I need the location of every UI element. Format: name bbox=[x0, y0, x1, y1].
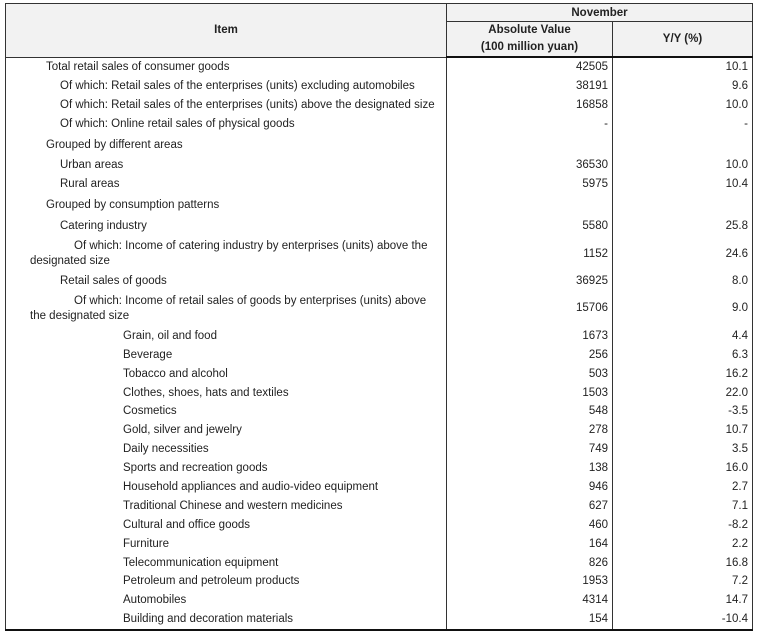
row-yy: 4.4 bbox=[613, 327, 753, 346]
row-label: Catering industry bbox=[6, 215, 447, 236]
row-label-text: Of which: Income of catering industry by enterprises (units) above the designated size bbox=[30, 240, 428, 268]
row-label: Telecommunication equipment bbox=[6, 554, 447, 573]
table-row bbox=[6, 459, 753, 478]
row-value: 749 bbox=[447, 440, 613, 459]
row-yy: 24.6 bbox=[613, 236, 753, 272]
header-item: Item bbox=[6, 4, 447, 58]
table-row bbox=[6, 194, 753, 215]
row-yy: 10.0 bbox=[613, 154, 753, 175]
row-yy: 7.2 bbox=[613, 572, 753, 591]
row-value: 826 bbox=[447, 554, 613, 573]
table-row bbox=[6, 572, 753, 591]
row-label: Petroleum and petroleum products bbox=[6, 572, 447, 591]
row-label: Beverage bbox=[6, 346, 447, 365]
table-row bbox=[6, 535, 753, 554]
row-value: 15706 bbox=[447, 291, 613, 327]
retail-sales-table bbox=[5, 3, 753, 631]
row-value: 36530 bbox=[447, 154, 613, 175]
row-value: 154 bbox=[447, 610, 613, 630]
table-row bbox=[6, 96, 753, 115]
row-yy: 10.7 bbox=[613, 421, 753, 440]
row-yy: 3.5 bbox=[613, 440, 753, 459]
table-row bbox=[6, 421, 753, 440]
row-yy: 7.1 bbox=[613, 497, 753, 516]
table-row bbox=[6, 610, 753, 630]
row-label: Traditional Chinese and western medicines bbox=[6, 497, 447, 516]
row-yy: 16.2 bbox=[613, 365, 753, 384]
row-value: 5580 bbox=[447, 215, 613, 236]
table-body bbox=[6, 57, 753, 630]
row-value: 138 bbox=[447, 459, 613, 478]
table-row bbox=[6, 215, 753, 236]
row-yy: 10.1 bbox=[613, 57, 753, 77]
table-row bbox=[6, 57, 753, 77]
row-yy: 16.8 bbox=[613, 554, 753, 573]
row-label: Cultural and office goods bbox=[6, 516, 447, 535]
row-value bbox=[447, 194, 613, 215]
row-yy: -3.5 bbox=[613, 402, 753, 421]
row-yy: 2.2 bbox=[613, 535, 753, 554]
row-yy bbox=[613, 134, 753, 155]
table-row bbox=[6, 327, 753, 346]
row-label: Of which: Online retail sales of physical goods bbox=[6, 115, 447, 134]
row-label: Gold, silver and jewelry bbox=[6, 421, 447, 440]
row-value: - bbox=[447, 115, 613, 134]
row-label: Cosmetics bbox=[6, 402, 447, 421]
row-label: Furniture bbox=[6, 535, 447, 554]
row-value: 1673 bbox=[447, 327, 613, 346]
row-value bbox=[447, 134, 613, 155]
row-yy: 9.6 bbox=[613, 77, 753, 96]
table-row bbox=[6, 365, 753, 384]
row-label: Of which: Retail sales of the enterprises (units) excluding automobiles bbox=[6, 77, 447, 96]
row-value: 548 bbox=[447, 402, 613, 421]
header-yy: Y/Y (%) bbox=[613, 22, 753, 58]
row-value: 4314 bbox=[447, 591, 613, 610]
table-row bbox=[6, 554, 753, 573]
row-yy: -10.4 bbox=[613, 610, 753, 630]
row-value: 16858 bbox=[447, 96, 613, 115]
table-row bbox=[6, 115, 753, 134]
table-row bbox=[6, 591, 753, 610]
retail-sales-table-container bbox=[5, 3, 752, 631]
row-value: 42505 bbox=[447, 57, 613, 77]
row-value: 1152 bbox=[447, 236, 613, 272]
row-value: 627 bbox=[447, 497, 613, 516]
row-value: 36925 bbox=[447, 272, 613, 291]
row-value: 946 bbox=[447, 478, 613, 497]
row-label-text: Of which: Income of retail sales of goods by enterprises (units) above the designated size bbox=[30, 294, 427, 322]
row-yy: 2.7 bbox=[613, 478, 753, 497]
row-yy bbox=[613, 194, 753, 215]
row-label: Household appliances and audio-video equipment bbox=[6, 478, 447, 497]
header-absolute-value bbox=[447, 22, 613, 58]
table-row bbox=[6, 497, 753, 516]
table-row bbox=[6, 236, 753, 272]
row-label: Daily necessities bbox=[6, 440, 447, 459]
row-label: Building and decoration materials bbox=[6, 610, 447, 630]
row-value: 1953 bbox=[447, 572, 613, 591]
row-yy: 22.0 bbox=[613, 384, 753, 403]
table-row bbox=[6, 175, 753, 194]
row-label: Clothes, shoes, hats and textiles bbox=[6, 384, 447, 403]
row-label bbox=[6, 291, 447, 327]
row-yy: 16.0 bbox=[613, 459, 753, 478]
row-label: Grain, oil and food bbox=[6, 327, 447, 346]
row-yy: 25.8 bbox=[613, 215, 753, 236]
row-value: 5975 bbox=[447, 175, 613, 194]
table-row bbox=[6, 516, 753, 535]
row-label bbox=[6, 236, 447, 272]
table-row bbox=[6, 478, 753, 497]
row-value: 460 bbox=[447, 516, 613, 535]
row-yy: 6.3 bbox=[613, 346, 753, 365]
row-label: Urban areas bbox=[6, 154, 447, 175]
row-yy: - bbox=[613, 115, 753, 134]
table-row bbox=[6, 134, 753, 155]
row-value: 503 bbox=[447, 365, 613, 384]
row-yy: 10.0 bbox=[613, 96, 753, 115]
row-yy: -8.2 bbox=[613, 516, 753, 535]
row-label: Sports and recreation goods bbox=[6, 459, 447, 478]
table-row bbox=[6, 440, 753, 459]
row-yy: 8.0 bbox=[613, 272, 753, 291]
row-label: Automobiles bbox=[6, 591, 447, 610]
table-row bbox=[6, 291, 753, 327]
table-row bbox=[6, 384, 753, 403]
row-yy: 10.4 bbox=[613, 175, 753, 194]
row-value: 38191 bbox=[447, 77, 613, 96]
row-value: 278 bbox=[447, 421, 613, 440]
table-row bbox=[6, 154, 753, 175]
row-value: 256 bbox=[447, 346, 613, 365]
table-row bbox=[6, 77, 753, 96]
row-yy: 9.0 bbox=[613, 291, 753, 327]
table-row bbox=[6, 346, 753, 365]
row-value: 1503 bbox=[447, 384, 613, 403]
header-absolute-value-line1: Absolute Value bbox=[488, 24, 571, 36]
row-label: Of which: Retail sales of the enterprises (units) above the designated size bbox=[6, 96, 447, 115]
table-header bbox=[6, 4, 753, 58]
row-label: Grouped by different areas bbox=[6, 134, 447, 155]
row-label: Retail sales of goods bbox=[6, 272, 447, 291]
row-value: 164 bbox=[447, 535, 613, 554]
header-month: November bbox=[447, 4, 753, 22]
row-yy: 14.7 bbox=[613, 591, 753, 610]
row-label: Grouped by consumption patterns bbox=[6, 194, 447, 215]
table-row bbox=[6, 272, 753, 291]
row-label: Rural areas bbox=[6, 175, 447, 194]
row-label: Total retail sales of consumer goods bbox=[6, 57, 447, 77]
header-absolute-value-line2: (100 million yuan) bbox=[480, 41, 579, 53]
table-row bbox=[6, 402, 753, 421]
row-label: Tobacco and alcohol bbox=[6, 365, 447, 384]
